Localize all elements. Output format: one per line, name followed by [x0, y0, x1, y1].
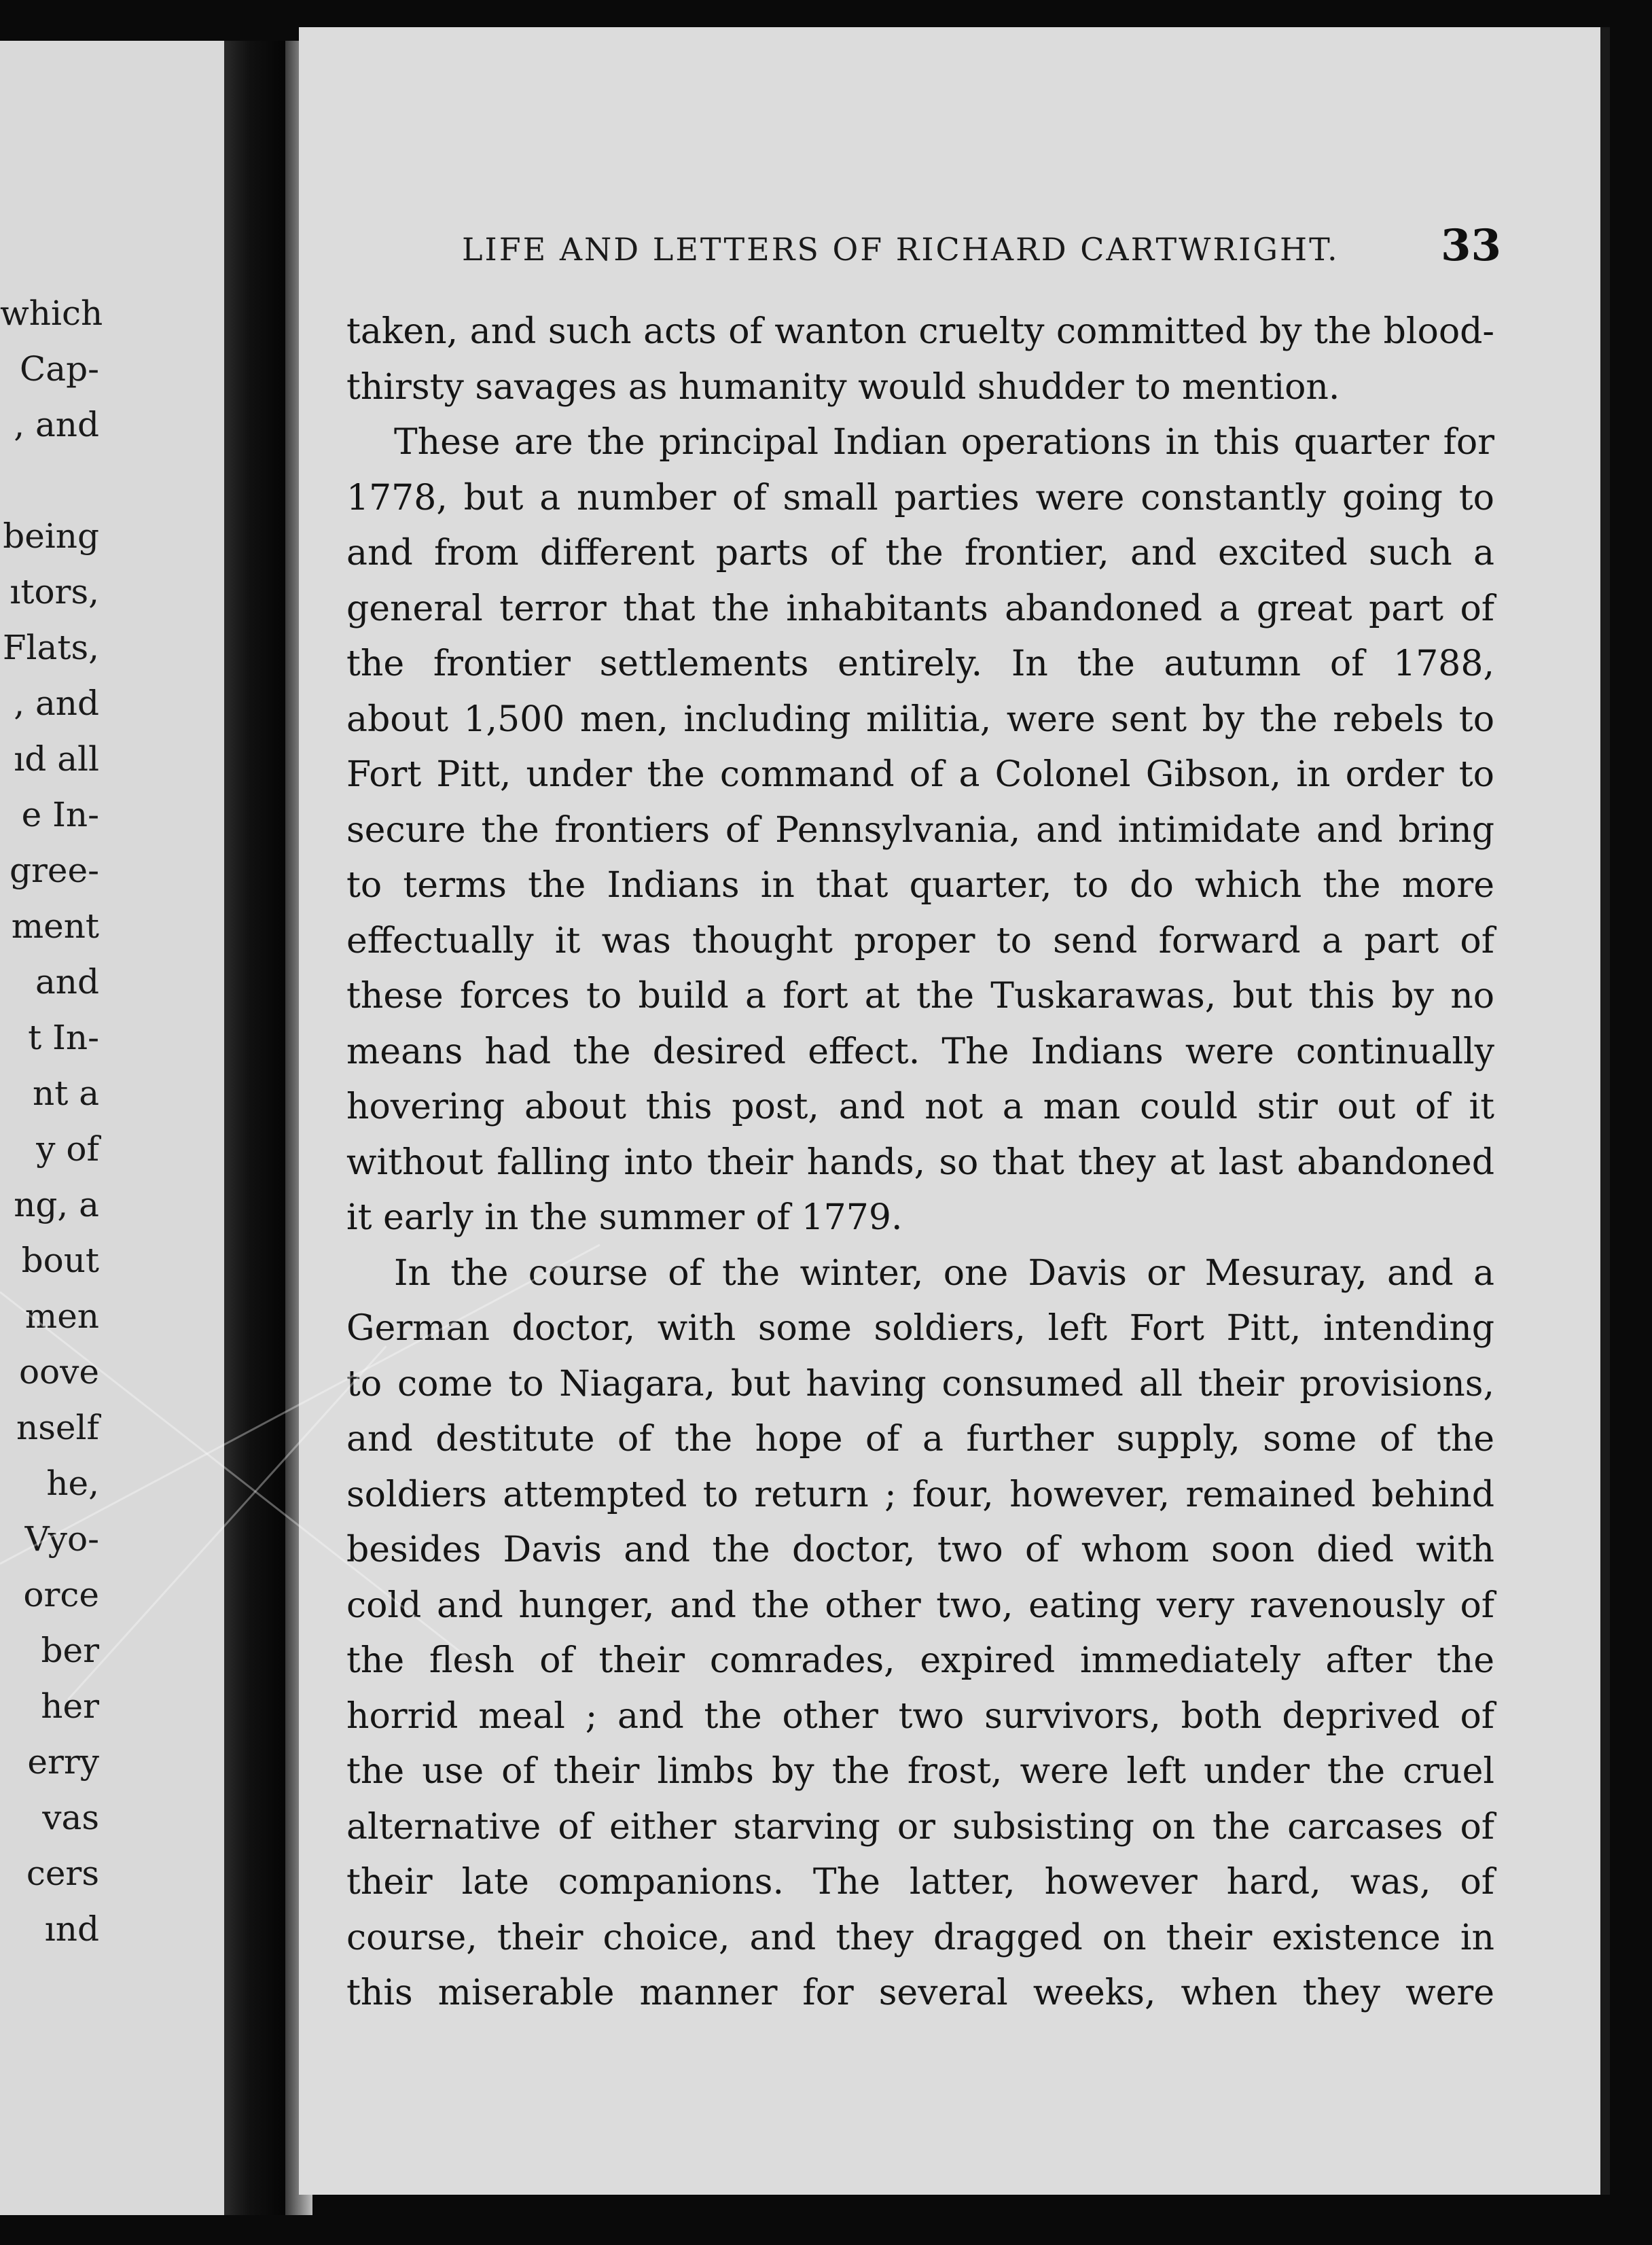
- facing-page-text: [0, 285, 231, 1957]
- text-line: and from different parts of the frontier, and excited such a: [346, 533, 1494, 573]
- text-line: the flesh of their comrades, expired immediately after the: [346, 1640, 1494, 1681]
- facing-line: ıtors,: [10, 572, 99, 612]
- text-line: to come to Niagara, but having consumed all their provisions,: [346, 1363, 1494, 1404]
- text-line: Fort Pitt, under the command of a Colonel Gibson, in order to: [346, 754, 1494, 795]
- text-line: These are the principal Indian operations in this quarter for: [394, 422, 1494, 463]
- facing-page-left: [0, 41, 231, 2215]
- page-number: 33: [1440, 220, 1501, 271]
- text-line: the frontier settlements entirely. In the autumn of 1788,: [346, 643, 1494, 684]
- facing-line: ınd: [44, 1909, 99, 1949]
- body-text: [299, 304, 1494, 2021]
- text-line: effectually it was thought proper to send forward a part of: [346, 920, 1494, 961]
- facing-line: ıd all: [14, 739, 99, 779]
- text-line: cold and hunger, and the other two, eating very ravenously of: [346, 1585, 1494, 1626]
- text-line: course, their choice, and they dragged on their existence in: [346, 1917, 1494, 1958]
- book-page: [299, 27, 1610, 2195]
- facing-line: bout: [21, 1241, 99, 1280]
- text-line: their late companions. The latter, however hard, was, of: [346, 1862, 1494, 1903]
- running-head: [299, 211, 1501, 285]
- text-line: about 1,500 men, including militia, were sent by the rebels to: [346, 699, 1494, 740]
- text-line: 1778, but a number of small parties were constantly going to: [346, 477, 1494, 518]
- facing-line: Vyo-: [24, 1519, 99, 1559]
- text-line: without falling into their hands, so that they at last abandoned: [346, 1142, 1494, 1183]
- book-gutter: [224, 41, 285, 2215]
- text-line: taken, and such acts of wanton cruelty committed by the blood-: [346, 311, 1494, 352]
- running-title: LIFE AND LETTERS OF RICHARD CARTWRIGHT.: [462, 231, 1340, 268]
- facing-line: nt a: [33, 1074, 99, 1113]
- text-line: German doctor, with some soldiers, left Fort Pitt, intending: [346, 1308, 1494, 1349]
- text-line: In the course of the winter, one Davis or Mesuray, and a: [394, 1252, 1494, 1294]
- facing-line: which: [0, 294, 103, 333]
- facing-line: he,: [46, 1464, 99, 1503]
- facing-line: erry: [27, 1742, 99, 1782]
- facing-line: gree-: [10, 851, 99, 890]
- facing-line: t In-: [28, 1018, 99, 1057]
- facing-line: vas: [42, 1798, 99, 1837]
- facing-line: e In-: [21, 795, 99, 834]
- text-line: to terms the Indians in that quarter, to do which the more: [346, 865, 1494, 906]
- facing-line: y of: [36, 1129, 99, 1169]
- facing-line: oove: [18, 1352, 99, 1392]
- facing-line: , and: [14, 684, 99, 723]
- text-line: and destitute of the hope of a further supply, some of the: [346, 1419, 1494, 1460]
- facing-line: and: [35, 962, 99, 1002]
- facing-line: Cap-: [20, 349, 99, 389]
- facing-line: ng, a: [14, 1185, 99, 1224]
- facing-line: cers: [26, 1854, 99, 1893]
- text-line: these forces to build a fort at the Tuskarawas, but this by no: [346, 976, 1494, 1017]
- text-line: hovering about this post, and not a man could stir out of it: [346, 1086, 1494, 1127]
- facing-line: , and: [14, 405, 99, 444]
- facing-line: ment: [11, 906, 99, 946]
- facing-line: [0, 453, 231, 508]
- facing-line: being: [3, 516, 99, 556]
- facing-line: her: [41, 1686, 99, 1726]
- text-line: it early in the summer of 1779.: [346, 1197, 903, 1238]
- facing-line: ber: [41, 1631, 99, 1670]
- text-line: alternative of either starving or subsisting on the carcases of: [346, 1806, 1494, 1848]
- text-line: means had the desired effect. The Indians were continually: [346, 1031, 1494, 1072]
- facing-line: men: [24, 1296, 99, 1336]
- facing-line: orce: [23, 1575, 99, 1614]
- text-line: besides Davis and the doctor, two of whom soon died with: [346, 1530, 1494, 1570]
- text-line: soldiers attempted to return ; four, however, remained behind: [346, 1474, 1494, 1515]
- text-line: secure the frontiers of Pennsylvania, and intimidate and bring: [346, 809, 1494, 851]
- text-line: general terror that the inhabitants abandoned a great part of: [346, 588, 1494, 629]
- facing-line: Flats,: [2, 628, 99, 667]
- text-line: this miserable manner for several weeks, when they were: [346, 1973, 1494, 2013]
- text-line: thirsty savages as humanity would shudder to mention.: [346, 366, 1340, 408]
- facing-line: nself: [16, 1408, 99, 1447]
- text-line: horrid meal ; and the other two survivors, both deprived of: [346, 1695, 1494, 1737]
- text-line: the use of their limbs by the frost, were left under the cruel: [346, 1751, 1494, 1792]
